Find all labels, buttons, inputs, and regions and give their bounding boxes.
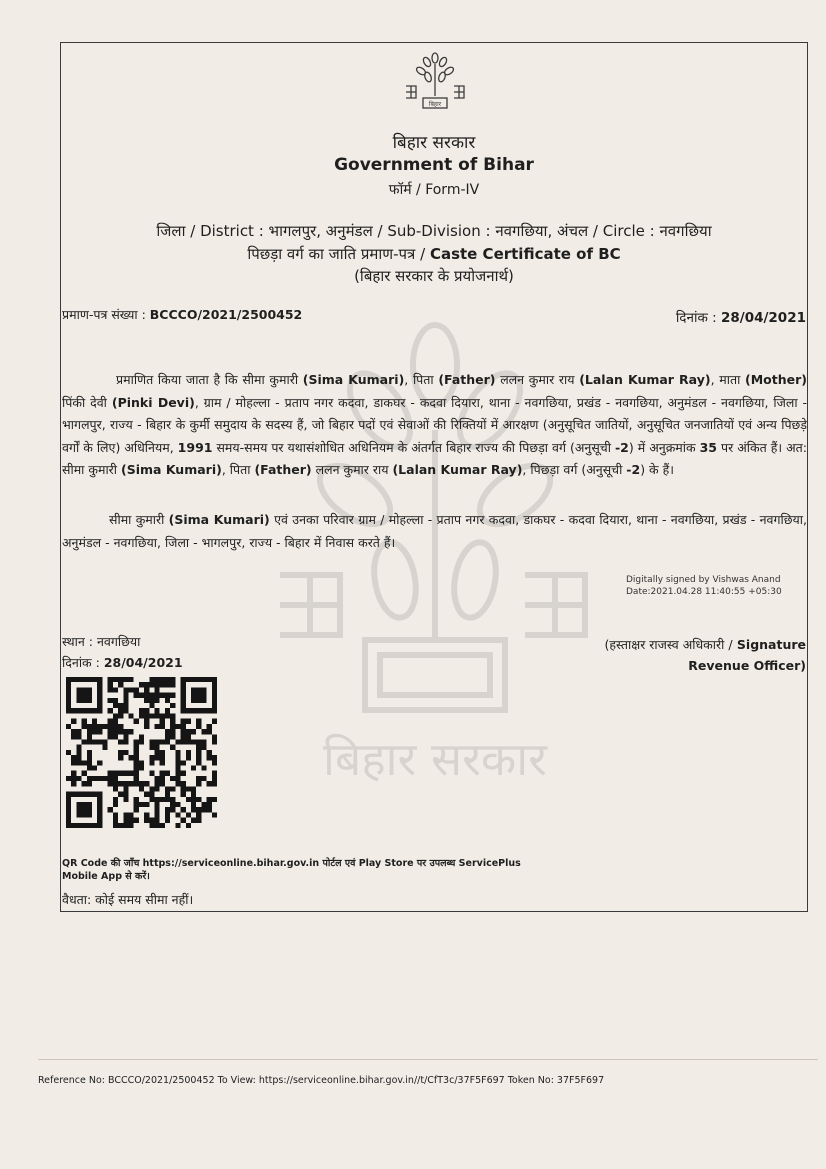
- qr-instructions: [62, 857, 582, 883]
- text-segment: (Lalan Kumar Ray): [579, 372, 711, 387]
- issue-date: [676, 308, 806, 326]
- district-label: जिला / District :: [156, 222, 264, 240]
- subdivision-value: नवगछिया,: [495, 222, 553, 240]
- text-segment: (Mother): [745, 372, 807, 387]
- text-segment: (Father): [438, 372, 496, 387]
- district-value: भागलपुर,: [268, 222, 322, 240]
- digital-signature: [626, 575, 782, 598]
- text-segment: 1991: [177, 439, 213, 455]
- digital-signature-signer: Digitally signed by Vishwas Anand: [626, 575, 781, 585]
- qr-instructions-line2: Mobile App से करें।: [62, 871, 150, 882]
- certificate-type: [60, 244, 808, 264]
- certificate-number-value: BCCCO/2021/2500452: [149, 307, 303, 322]
- footer-divider: [38, 1059, 818, 1060]
- signatory-english-1: Signature: [736, 637, 806, 652]
- certificate-type-english: Caste Certificate of BC: [429, 245, 621, 263]
- text-segment: ललन कुमार राय: [495, 372, 580, 387]
- reference-footer: Reference No: BCCCO/2021/2500452 To View: https://serviceonline.bihar.gov.in//t/CfT3c/37F5F697 Token No: 37F5F697: [38, 1075, 605, 1086]
- subdivision-label: अनुमंडल / Sub-Division :: [325, 222, 491, 240]
- text-segment: प्रमाणित किया जाता है कि सीमा कुमारी: [116, 372, 303, 387]
- text-segment: पर अंकित हैं। अत: सीमा कुमारी: [62, 439, 807, 477]
- text-segment: -2: [614, 439, 629, 455]
- text-segment: सीमा कुमारी: [109, 512, 169, 527]
- certificate-type-hindi: पिछड़ा वर्ग का जाति प्रमाण-पत्र /: [247, 245, 426, 263]
- validity-note: वैधता: कोई समय सीमा नहीं।: [62, 892, 194, 907]
- place-date-value: 28/04/2021: [103, 655, 183, 670]
- place-line: [62, 631, 183, 652]
- certificate-purpose: (बिहार सरकार के प्रयोजनार्थ): [354, 267, 514, 285]
- text-segment: (Father): [254, 462, 312, 477]
- text-segment: -2: [626, 462, 641, 477]
- certificate-number: [62, 306, 302, 323]
- text-segment: पिंकी देवी: [62, 394, 112, 410]
- watermark-text: बिहार सरकार: [323, 732, 547, 786]
- place-date-block: [62, 631, 183, 673]
- issue-date-label: दिनांक :: [675, 310, 717, 326]
- certification-paragraph: [62, 369, 807, 482]
- title-english: Government of Bihar: [334, 155, 534, 175]
- text-segment: (Pinki Devi): [111, 394, 195, 410]
- signatory-hindi: (हस्ताक्षर राजस्व अधिकारी /: [604, 637, 733, 652]
- emblem-text: बिहार: [428, 101, 442, 108]
- qr-instructions-line1: QR Code की जाँच https://serviceonline.bihar.gov.in पोर्टल एवं Play Store पर उपलब्ध ServicePlus: [62, 858, 521, 869]
- place-date-line: [62, 652, 183, 673]
- text-segment: 35: [699, 439, 718, 455]
- form-number: फॉर्म / Form-IV: [388, 182, 480, 198]
- text-segment: , माता: [710, 372, 745, 387]
- signatory-english-2: Revenue Officer): [688, 658, 806, 673]
- text-segment: ललन कुमार राय: [311, 462, 393, 477]
- text-segment: समय-समय पर यथासंशोधित अधिनियम के अंतर्गत बिहार राज्य की पिछड़ा वर्ग (अनुसूची: [212, 439, 615, 455]
- issue-date-value: 28/04/2021: [720, 310, 806, 326]
- text-segment: (Sima Kumari): [302, 372, 405, 387]
- district-line: [60, 221, 808, 241]
- title-hindi: बिहार सरकार: [392, 133, 476, 153]
- text-segment: , पिता: [221, 462, 255, 477]
- certificate-number-label: प्रमाण-पत्र संख्या :: [62, 307, 146, 322]
- text-segment: , ग्राम / मोहल्ला - प्रताप नगर कदवा, डाकघर - कदवा दियारा, थाना - नवगछिया, प्रखंड - नवगछिया, अनुमंडल - नवगछिया, जिला - भागलपुर, राज्य - बिहार के कुर्मी समुदाय के सदस्य हैं, जो बिहार पदों एवं सेवाओं की रिक्तियों में आरक्षण (अनुसूचित जातियों, अनुसूचित जनजातियों एवं अन्य पिछड़े वर्गों के लिए) अधिनियम,: [62, 394, 807, 455]
- text-segment: , पिता: [404, 372, 439, 387]
- text-segment: ) के हैं।: [640, 462, 674, 477]
- circle-value: नवगछिया: [659, 222, 712, 240]
- text-segment: एवं उनका परिवार ग्राम / मोहल्ला - प्रताप नगर कदवा, डाकघर - कदवा दियारा, थाना - नवगछिया, प्रखंड - नवगछिया, अनुमंडल - नवगछिया, जिला - भागलपुर, राज्य - बिहार में निवास करते हैं।: [62, 512, 807, 550]
- digital-signature-date: Date:2021.04.28 11:40:55 +05:30: [626, 586, 782, 597]
- text-segment: (Lalan Kumar Ray): [392, 462, 523, 477]
- place-value: नवगछिया: [96, 634, 141, 649]
- text-segment: ) में अनुक्रमांक: [628, 439, 700, 455]
- text-segment: , पिछड़ा वर्ग (अनुसूची: [522, 462, 627, 477]
- place-label: स्थान :: [62, 634, 93, 649]
- text-segment: (Sima Kumari): [121, 462, 222, 477]
- place-date-label: दिनांक :: [62, 655, 100, 670]
- signatory-block: [605, 634, 807, 676]
- residence-paragraph: [62, 509, 807, 554]
- text-segment: (Sima Kumari): [168, 512, 270, 527]
- circle-label: अंचल / Circle :: [557, 222, 655, 240]
- qr-code[interactable]: [66, 677, 217, 828]
- bihar-emblem-icon: [400, 50, 470, 112]
